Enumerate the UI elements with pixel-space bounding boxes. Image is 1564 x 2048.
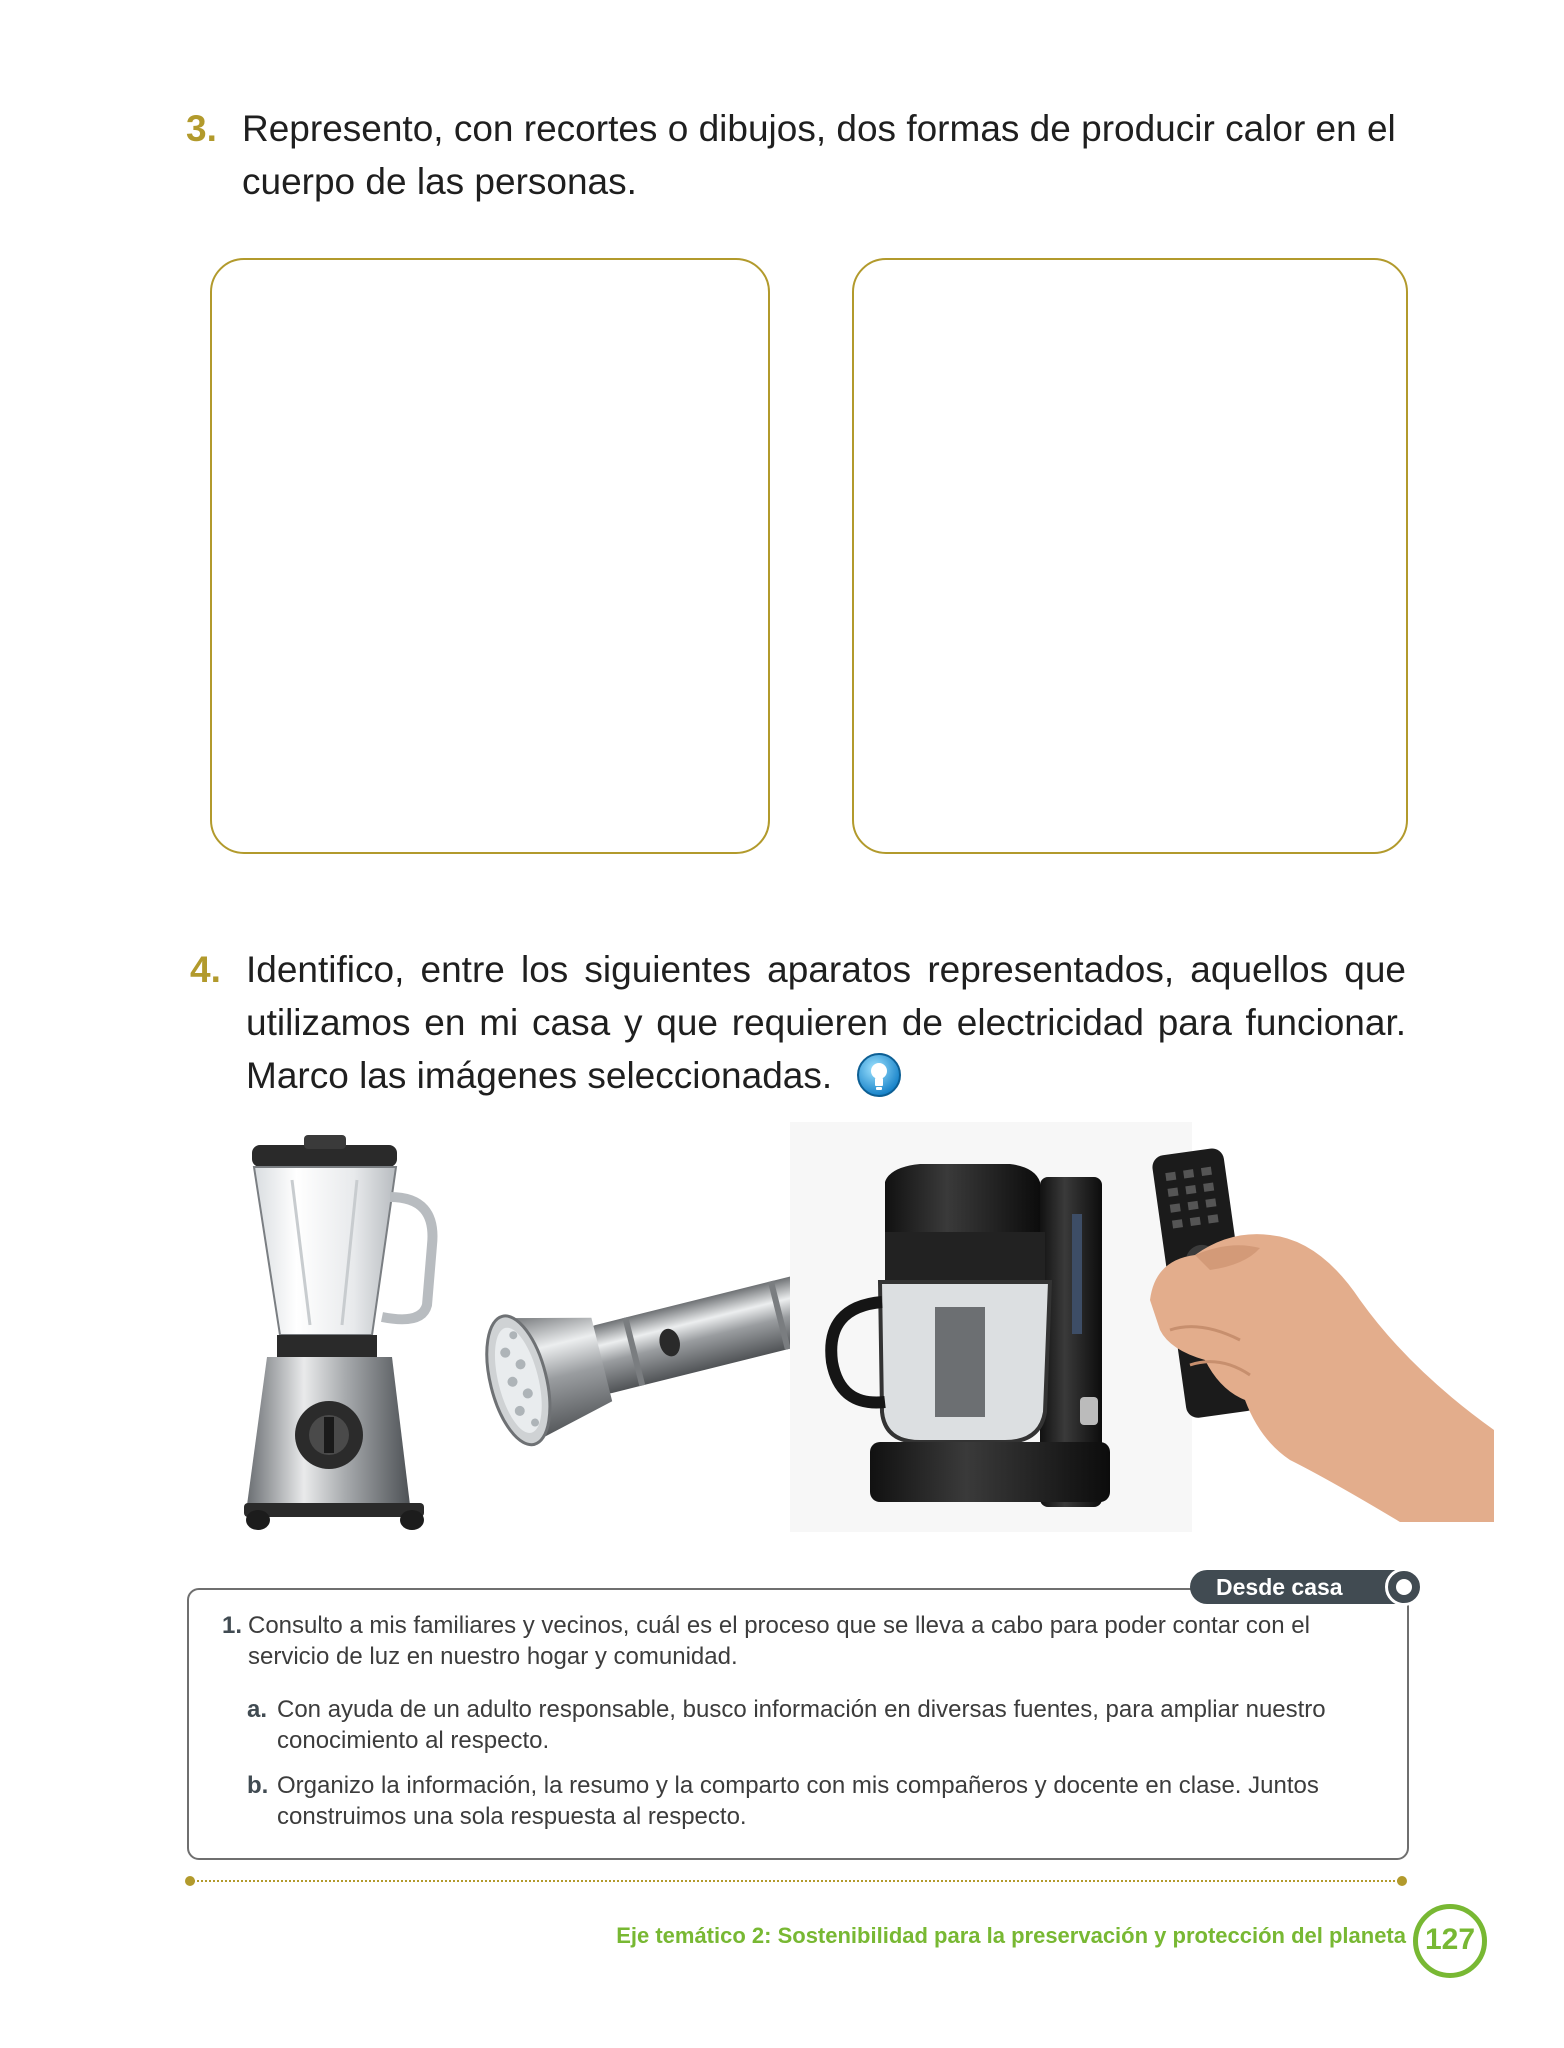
desde-casa-item-b [247, 1770, 1377, 1832]
question-3 [186, 102, 1422, 208]
divider-dot-left [185, 1876, 195, 1886]
drawing-box-1[interactable] [210, 258, 770, 854]
item-1-text: Consulto a mis familiares y vecinos, cuál es el proceso que se lleva a cabo para poder contar con el servicio de luz en nuestro hogar y comunidad. [248, 1612, 1310, 1670]
blender-image[interactable] [232, 1135, 442, 1535]
question-4 [190, 943, 1406, 1102]
remote-control-image[interactable] [1150, 1140, 1494, 1522]
item-b-text: Organizo la información, la resumo y la comparto con mis compañeros y docente en clase. Juntos construimos una sola respuesta al respecto. [277, 1772, 1319, 1830]
desde-casa-item-1 [222, 1610, 1378, 1672]
question-4-text: Identifico, entre los siguientes aparatos representados, aquellos que utilizamos en mi casa y que requieren de electricidad para funcionar. Marco las imágenes seleccionadas. [246, 949, 1406, 1096]
desde-casa-title: Desde casa [1216, 1574, 1343, 1600]
dotted-divider [190, 1880, 1402, 1882]
coffee-maker-image[interactable] [790, 1122, 1192, 1532]
item-a-label: a. [247, 1696, 268, 1723]
desde-casa-item-a [247, 1694, 1377, 1756]
page-number: 127 [1413, 1904, 1487, 1978]
question-4-number: 4. [190, 949, 221, 990]
item-a-text: Con ayuda de un adulto responsable, busco información en diversas fuentes, para ampliar nuestro conocimiento al respecto. [277, 1696, 1326, 1754]
lightbulb-icon [856, 1052, 902, 1098]
drawing-box-2[interactable] [852, 258, 1408, 854]
item-1-label: 1. [222, 1612, 243, 1639]
footer-section-title: Eje temático 2: Sostenibilidad para la preservación y protección del planeta [616, 1923, 1406, 1948]
circle-icon [1385, 1568, 1423, 1606]
divider-dot-right [1397, 1876, 1407, 1886]
question-3-number: 3. [186, 108, 217, 149]
item-b-label: b. [247, 1772, 269, 1799]
question-3-text: Represento, con recortes o dibujos, dos formas de producir calor en el cuerpo de las personas. [242, 108, 1396, 202]
